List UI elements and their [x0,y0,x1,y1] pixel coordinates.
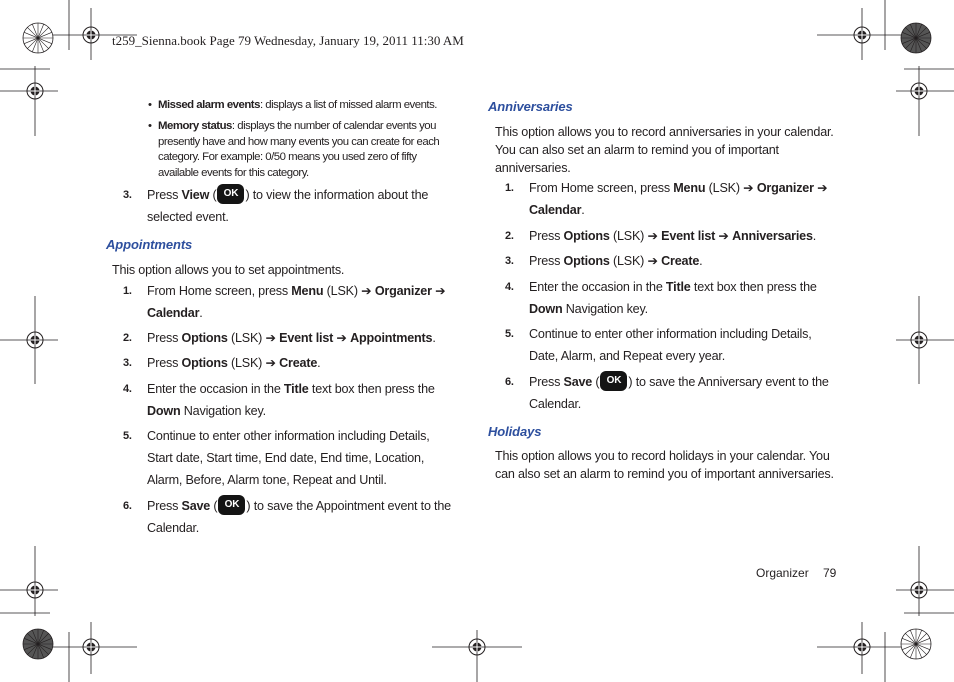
ok-key-icon: OK [217,184,244,204]
holidays-heading: Holidays [488,424,542,439]
step-text: ( [209,188,217,202]
step-number: 4. [123,383,132,395]
step-number: 1. [505,182,514,194]
step-text: . [432,331,436,345]
step-text: . [199,306,203,320]
step-bold: Title [665,280,691,294]
step-bold: Create [661,254,700,268]
step-text: Press [147,499,182,513]
bullet-term: Missed alarm events [158,99,260,111]
appointments-heading: Appointments [106,237,193,252]
step-text: Press [147,356,182,370]
step-bold: View [181,188,210,202]
step-text: (LSK) ➔ [227,331,280,345]
step-text: Enter the occasion in the [529,280,666,294]
step-number: 3. [505,255,514,267]
crosshair-registration-icon [45,622,137,682]
step-text: . [581,203,585,217]
step-text: Navigation key. [180,404,266,418]
step-number: 2. [505,230,514,242]
step-number: 4. [505,281,514,293]
step-text: ( [592,375,600,389]
bullet-dot-icon: • [148,99,152,111]
step-text: text box then press the [308,382,435,396]
step-number: 5. [505,328,514,340]
crosshair-registration-icon [0,546,58,616]
starburst-registration-icon [23,629,53,659]
crosshair-registration-icon [0,66,58,136]
step-text: ) to save the Appointment event to the Calendar. [147,499,451,535]
crosshair-registration-icon [896,546,954,616]
crosshair-registration-icon [0,296,58,384]
step-text: text box then press the [690,280,817,294]
step-text: (LSK) ➔ [323,284,375,298]
step-bold: Event list [279,331,334,345]
step-bold: Options [563,229,610,243]
step-text: (LSK) ➔ [609,254,662,268]
holidays-intro: This option allows you to record holidays in your calendar. You can also set an alarm to remind you of important anniversaries. [495,449,834,481]
ok-key-icon: OK [218,495,245,515]
step-bold: Calendar [147,306,200,320]
starburst-registration-icon [901,629,931,659]
anniversaries-heading: Anniversaries [488,99,573,114]
crosshair-registration-icon [432,630,522,682]
crosshair-registration-icon [45,0,137,60]
step-bold: Event list [661,229,716,243]
step-text: ) to save the Anniversary event to the Calendar. [529,375,829,411]
step-bold: Down [529,302,563,316]
step-text: Press [529,229,564,243]
step-text: . [699,254,703,268]
step-bold: Anniversaries [732,229,813,243]
step-bold: Options [181,356,228,370]
bullet-dot-icon: • [148,120,152,132]
step-text: ➔ [431,284,446,298]
step-text: (LSK) ➔ [705,181,757,195]
step-text: Press [529,254,564,268]
step-bold: Menu [673,181,706,195]
step-number: 6. [505,376,514,388]
step-text: Enter the occasion in the [147,382,284,396]
step-number: 1. [123,285,132,297]
step-text: Press [529,375,564,389]
step-text: Continue to enter other information including Details, Start date, Start time, End date, End time, Location, Alarm, Before, Alarm tone, Repeat and Until. [147,429,430,487]
bullet-text: : displays a list of missed alarm events. [259,99,437,111]
anniversaries-intro: This option allows you to record anniversaries in your calendar. You can also set an alarm to remind you of important anniversaries. [495,125,834,175]
step-bold: Down [147,404,181,418]
step-bold: Organizer [756,181,814,195]
step-text: Press [147,331,182,345]
step-text: Navigation key. [562,302,648,316]
step-bold: Options [563,254,610,268]
step-text: . [812,229,817,243]
ok-key-icon: OK [600,371,627,391]
step-bold: Options [181,331,228,345]
step-bold: Calendar [529,203,582,217]
step-text: ) to view the information about the selected event. [147,188,429,224]
crosshair-registration-icon [896,296,954,384]
step-text: Press [147,188,182,202]
step-bold: Save [181,499,211,513]
step-number: 3. [123,189,132,201]
step-text: ➔ [813,181,828,195]
crosshair-registration-icon [817,0,908,60]
starburst-registration-icon [23,23,53,53]
appointments-intro: This option allows you to set appointments. [112,263,345,277]
step-text: (LSK) ➔ [227,356,280,370]
crosshair-registration-icon [817,622,908,682]
step-number: 6. [123,500,132,512]
step-bold: Appointments [350,331,433,345]
starburst-registration-icon [901,23,931,53]
step-text: ➔ [715,229,733,243]
step-number: 2. [123,332,132,344]
step-bold: Organizer [374,284,432,298]
footer-section-name: Organizer [756,566,809,580]
step-bold: Title [283,382,309,396]
step-text: . [317,356,321,370]
step-text: From Home screen, press [529,181,674,195]
step-text: ➔ [333,331,351,345]
step-text: From Home screen, press [147,284,292,298]
step-text: (LSK) ➔ [609,229,662,243]
step-bold: Menu [291,284,324,298]
bullet-term: Memory status [158,120,232,132]
step-text: ( [210,499,218,513]
book-header-line: t259_Sienna.book Page 79 Wednesday, January 19, 2011 11:30 AM [112,33,464,48]
crosshair-registration-icon [896,66,954,136]
step-bold: Create [279,356,318,370]
step-bold: Save [563,375,593,389]
bullet-text: : displays the number of calendar events you presently have and how many events you can create for each category. For example: 0/50 means you used zero of fifty available events for this category. [158,120,440,179]
step-number: 5. [123,430,132,442]
step-number: 3. [123,357,132,369]
step-text: Continue to enter other information including Details, Date, Alarm, and Repeat every year. [529,327,812,363]
footer-page-number: 79 [823,566,837,580]
